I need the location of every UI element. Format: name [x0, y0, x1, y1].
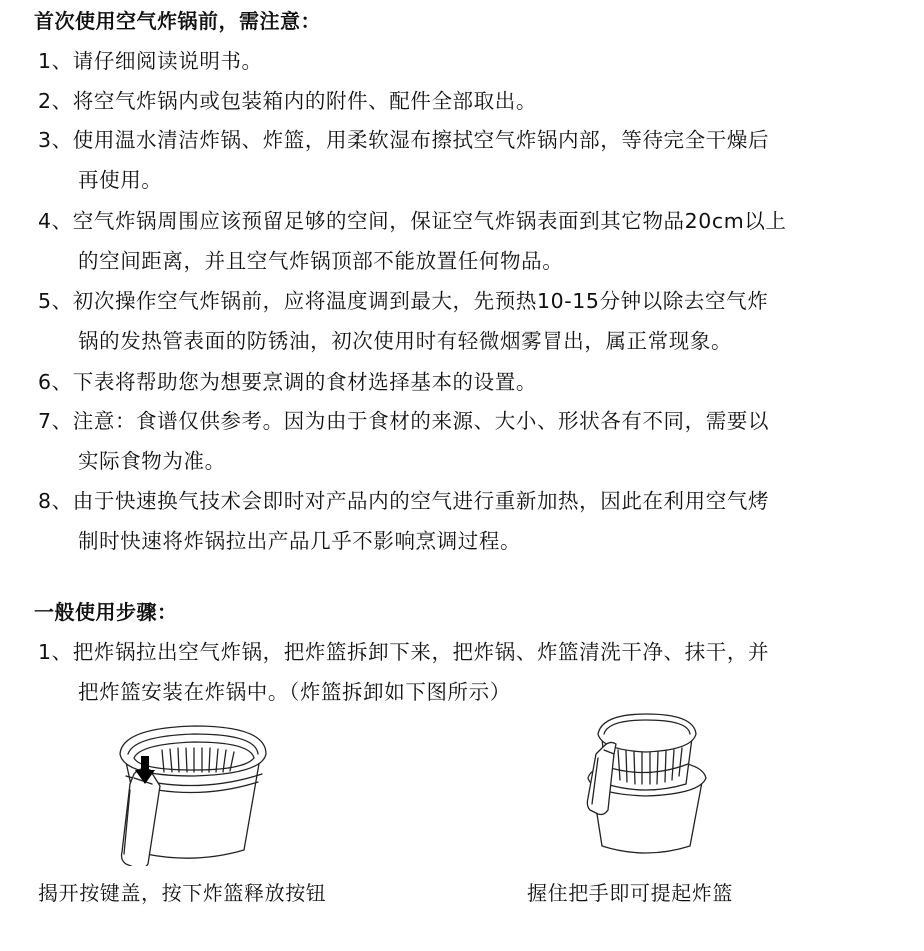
steps-heading: 一般使用步骤：	[34, 600, 178, 624]
basket-release-button-illustration	[104, 714, 274, 866]
precaution-item-5-line-1: 5、初次操作空气炸锅前，应将温度调到最大，先预热10-15分钟以除去空气炸	[38, 289, 769, 313]
precaution-item-8-line-2: 制时快速将炸锅拉出产品几乎不影响烹调过程。	[78, 529, 522, 553]
basket-lift-illustration	[580, 710, 712, 860]
left-figure-caption: 揭开按键盖，按下炸篮释放按钮	[38, 881, 327, 905]
precaution-item-1-line-1: 1、请仔细阅读说明书。	[38, 49, 263, 73]
step-item-1-line-2: 把炸篮安装在炸锅中。（炸篮拆卸如下图所示）	[78, 680, 511, 704]
precaution-item-4-line-2: 的空间距离，并且空气炸锅顶部不能放置任何物品。	[78, 249, 564, 273]
precautions-heading: 首次使用空气炸锅前，需注意：	[34, 9, 321, 33]
precaution-item-5-line-2: 锅的发热管表面的防锈油，初次使用时有轻微烟雾冒出，属正常现象。	[78, 329, 733, 353]
precaution-item-8-line-1: 8、由于快速换气技术会即时对产品内的空气进行重新加热，因此在利用空气烤	[38, 489, 770, 513]
precaution-item-4-line-1: 4、空气炸锅周围应该预留足够的空间，保证空气炸锅表面到其它物品20cm以上	[38, 209, 787, 233]
precaution-item-7-line-2: 实际食物为准。	[78, 449, 226, 473]
precaution-item-2-line-1: 2、将空气炸锅内或包装箱内的附件、配件全部取出。	[38, 89, 537, 113]
precaution-item-3-line-1: 3、使用温水清洁炸锅、炸篮，用柔软湿布擦拭空气炸锅内部，等待完全干燥后	[38, 128, 770, 152]
step-item-1-line-1: 1、把炸锅拉出空气炸锅，把炸篮拆卸下来，把炸锅、炸篮清洗干净、抹干，并	[38, 640, 770, 664]
precaution-item-6-line-1: 6、下表将帮助您为想要烹调的食材选择基本的设置。	[38, 370, 537, 394]
precaution-item-7-line-1: 7、注意：食谱仅供参考。因为由于食材的来源、大小、形状各有不同，需要以	[38, 409, 770, 433]
right-figure-caption: 握住把手即可提起炸篮	[527, 881, 733, 905]
precaution-item-3-line-2: 再使用。	[78, 168, 163, 192]
